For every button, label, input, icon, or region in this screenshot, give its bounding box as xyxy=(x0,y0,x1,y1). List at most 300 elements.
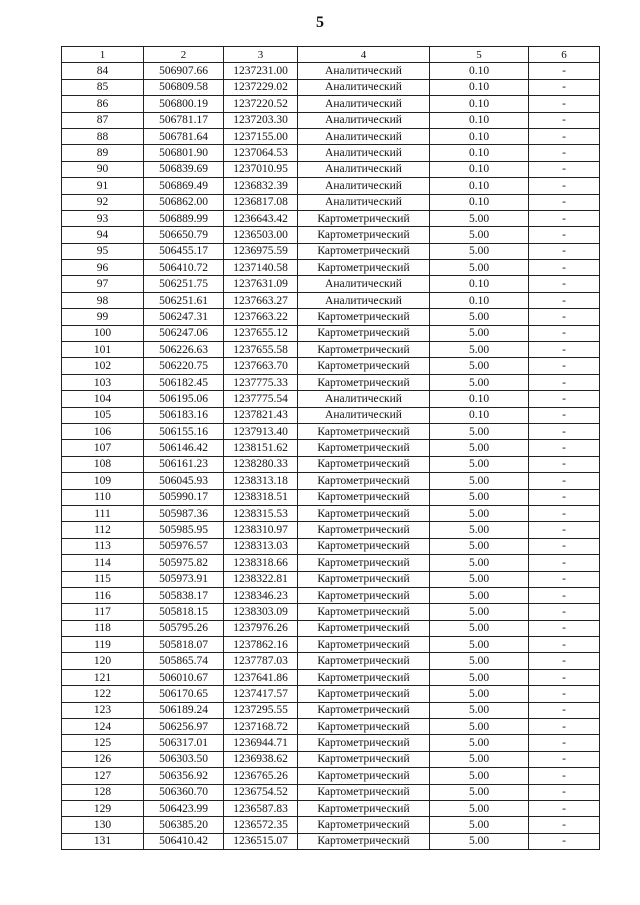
point-number-cell: 89 xyxy=(62,145,144,161)
table-row xyxy=(62,800,600,816)
x-coordinate-cell: 506182.45 xyxy=(144,374,224,390)
accuracy-cell: 5.00 xyxy=(430,686,529,702)
method-cell: Картометрический xyxy=(298,653,430,669)
accuracy-cell: 5.00 xyxy=(430,587,529,603)
note-cell: - xyxy=(529,391,600,407)
point-number-cell: 88 xyxy=(62,128,144,144)
accuracy-cell: 5.00 xyxy=(430,817,529,833)
point-number-cell: 104 xyxy=(62,391,144,407)
y-coordinate-cell: 1236832.39 xyxy=(224,178,298,194)
table-row xyxy=(62,571,600,587)
x-coordinate-cell: 505795.26 xyxy=(144,620,224,636)
method-cell: Картометрический xyxy=(298,620,430,636)
x-coordinate-cell: 505973.91 xyxy=(144,571,224,587)
table-row xyxy=(62,784,600,800)
y-coordinate-cell: 1237775.33 xyxy=(224,374,298,390)
point-number-cell: 86 xyxy=(62,96,144,112)
table-row xyxy=(62,669,600,685)
x-coordinate-cell: 506303.50 xyxy=(144,751,224,767)
table-row xyxy=(62,96,600,112)
method-cell: Картометрический xyxy=(298,358,430,374)
method-cell: Картометрический xyxy=(298,342,430,358)
y-coordinate-cell: 1237775.54 xyxy=(224,391,298,407)
x-coordinate-cell: 506146.42 xyxy=(144,440,224,456)
x-coordinate-cell: 506317.01 xyxy=(144,735,224,751)
y-coordinate-cell: 1236587.83 xyxy=(224,800,298,816)
method-cell: Картометрический xyxy=(298,555,430,571)
table-row xyxy=(62,79,600,95)
point-number-cell: 99 xyxy=(62,309,144,325)
y-coordinate-cell: 1237203.30 xyxy=(224,112,298,128)
x-coordinate-cell: 506385.20 xyxy=(144,817,224,833)
method-cell: Картометрический xyxy=(298,604,430,620)
accuracy-cell: 0.10 xyxy=(430,128,529,144)
x-coordinate-cell: 506781.64 xyxy=(144,128,224,144)
method-cell: Аналитический xyxy=(298,96,430,112)
point-number-cell: 107 xyxy=(62,440,144,456)
accuracy-cell: 5.00 xyxy=(430,374,529,390)
x-coordinate-cell: 505818.07 xyxy=(144,637,224,653)
method-cell: Аналитический xyxy=(298,145,430,161)
x-coordinate-cell: 505818.15 xyxy=(144,604,224,620)
note-cell: - xyxy=(529,423,600,439)
note-cell: - xyxy=(529,555,600,571)
note-cell: - xyxy=(529,637,600,653)
accuracy-cell: 5.00 xyxy=(430,702,529,718)
point-number-cell: 128 xyxy=(62,784,144,800)
table-row xyxy=(62,489,600,505)
method-cell: Картометрический xyxy=(298,456,430,472)
y-coordinate-cell: 1237064.53 xyxy=(224,145,298,161)
point-number-cell: 92 xyxy=(62,194,144,210)
table-row xyxy=(62,751,600,767)
x-coordinate-cell: 505990.17 xyxy=(144,489,224,505)
accuracy-cell: 5.00 xyxy=(430,227,529,243)
point-number-cell: 95 xyxy=(62,243,144,259)
y-coordinate-cell: 1238310.97 xyxy=(224,522,298,538)
note-cell: - xyxy=(529,489,600,505)
x-coordinate-cell: 506455.17 xyxy=(144,243,224,259)
point-number-cell: 108 xyxy=(62,456,144,472)
accuracy-cell: 5.00 xyxy=(430,342,529,358)
header-row xyxy=(62,47,600,63)
note-cell: - xyxy=(529,96,600,112)
y-coordinate-cell: 1237663.27 xyxy=(224,292,298,308)
accuracy-cell: 0.10 xyxy=(430,178,529,194)
x-coordinate-cell: 506423.99 xyxy=(144,800,224,816)
point-number-cell: 102 xyxy=(62,358,144,374)
table-header xyxy=(62,47,600,63)
x-coordinate-cell: 506220.75 xyxy=(144,358,224,374)
x-coordinate-cell: 506161.23 xyxy=(144,456,224,472)
accuracy-cell: 5.00 xyxy=(430,473,529,489)
table-row xyxy=(62,128,600,144)
accuracy-cell: 0.10 xyxy=(430,194,529,210)
point-number-cell: 129 xyxy=(62,800,144,816)
note-cell: - xyxy=(529,833,600,849)
note-cell: - xyxy=(529,702,600,718)
point-number-cell: 115 xyxy=(62,571,144,587)
table-row xyxy=(62,194,600,210)
accuracy-cell: 5.00 xyxy=(430,538,529,554)
x-coordinate-cell: 506247.31 xyxy=(144,309,224,325)
accuracy-cell: 5.00 xyxy=(430,800,529,816)
accuracy-cell: 5.00 xyxy=(430,768,529,784)
accuracy-cell: 5.00 xyxy=(430,522,529,538)
table-row xyxy=(62,112,600,128)
note-cell: - xyxy=(529,751,600,767)
y-coordinate-cell: 1238318.66 xyxy=(224,555,298,571)
table-row xyxy=(62,391,600,407)
accuracy-cell: 5.00 xyxy=(430,669,529,685)
note-cell: - xyxy=(529,145,600,161)
accuracy-cell: 5.00 xyxy=(430,833,529,849)
y-coordinate-cell: 1237913.40 xyxy=(224,423,298,439)
accuracy-cell: 0.10 xyxy=(430,407,529,423)
method-cell: Картометрический xyxy=(298,784,430,800)
point-number-cell: 118 xyxy=(62,620,144,636)
page-number: 5 xyxy=(316,14,324,31)
method-cell: Картометрический xyxy=(298,702,430,718)
point-number-cell: 105 xyxy=(62,407,144,423)
y-coordinate-cell: 1238151.62 xyxy=(224,440,298,456)
method-cell: Картометрический xyxy=(298,768,430,784)
method-cell: Картометрический xyxy=(298,210,430,226)
y-coordinate-cell: 1237168.72 xyxy=(224,719,298,735)
x-coordinate-cell: 506781.17 xyxy=(144,112,224,128)
x-coordinate-cell: 506155.16 xyxy=(144,423,224,439)
point-number-cell: 84 xyxy=(62,63,144,79)
point-number-cell: 116 xyxy=(62,587,144,603)
accuracy-cell: 5.00 xyxy=(430,489,529,505)
accuracy-cell: 5.00 xyxy=(430,309,529,325)
point-number-cell: 109 xyxy=(62,473,144,489)
note-cell: - xyxy=(529,161,600,177)
y-coordinate-cell: 1237231.00 xyxy=(224,63,298,79)
method-cell: Картометрический xyxy=(298,538,430,554)
note-cell: - xyxy=(529,309,600,325)
note-cell: - xyxy=(529,538,600,554)
note-cell: - xyxy=(529,178,600,194)
note-cell: - xyxy=(529,817,600,833)
x-coordinate-cell: 506251.61 xyxy=(144,292,224,308)
accuracy-cell: 5.00 xyxy=(430,653,529,669)
x-coordinate-cell: 506360.70 xyxy=(144,784,224,800)
method-cell: Картометрический xyxy=(298,571,430,587)
method-cell: Аналитический xyxy=(298,63,430,79)
point-number-cell: 111 xyxy=(62,505,144,521)
x-coordinate-cell: 506650.79 xyxy=(144,227,224,243)
method-cell: Аналитический xyxy=(298,178,430,194)
method-cell: Картометрический xyxy=(298,260,430,276)
table-row xyxy=(62,440,600,456)
method-cell: Аналитический xyxy=(298,407,430,423)
table-row xyxy=(62,686,600,702)
method-cell: Аналитический xyxy=(298,391,430,407)
table-row xyxy=(62,342,600,358)
note-cell: - xyxy=(529,407,600,423)
table-row xyxy=(62,620,600,636)
y-coordinate-cell: 1236515.07 xyxy=(224,833,298,849)
note-cell: - xyxy=(529,112,600,128)
accuracy-cell: 0.10 xyxy=(430,391,529,407)
y-coordinate-cell: 1238313.03 xyxy=(224,538,298,554)
note-cell: - xyxy=(529,63,600,79)
accuracy-cell: 0.10 xyxy=(430,292,529,308)
y-coordinate-cell: 1237155.00 xyxy=(224,128,298,144)
point-number-cell: 91 xyxy=(62,178,144,194)
note-cell: - xyxy=(529,276,600,292)
x-coordinate-cell: 506195.06 xyxy=(144,391,224,407)
method-cell: Аналитический xyxy=(298,79,430,95)
table-row xyxy=(62,587,600,603)
accuracy-cell: 5.00 xyxy=(430,620,529,636)
x-coordinate-cell: 506247.06 xyxy=(144,325,224,341)
point-number-cell: 85 xyxy=(62,79,144,95)
y-coordinate-cell: 1237976.26 xyxy=(224,620,298,636)
note-cell: - xyxy=(529,800,600,816)
point-number-cell: 98 xyxy=(62,292,144,308)
method-cell: Аналитический xyxy=(298,194,430,210)
table-row xyxy=(62,833,600,849)
method-cell: Картометрический xyxy=(298,522,430,538)
point-number-cell: 125 xyxy=(62,735,144,751)
point-number-cell: 124 xyxy=(62,719,144,735)
y-coordinate-cell: 1237295.55 xyxy=(224,702,298,718)
method-cell: Картометрический xyxy=(298,473,430,489)
accuracy-cell: 5.00 xyxy=(430,604,529,620)
note-cell: - xyxy=(529,587,600,603)
method-cell: Картометрический xyxy=(298,751,430,767)
note-cell: - xyxy=(529,719,600,735)
y-coordinate-cell: 1238322.81 xyxy=(224,571,298,587)
point-number-cell: 100 xyxy=(62,325,144,341)
table-row xyxy=(62,325,600,341)
x-coordinate-cell: 506889.99 xyxy=(144,210,224,226)
table-row xyxy=(62,653,600,669)
x-coordinate-cell: 505985.95 xyxy=(144,522,224,538)
y-coordinate-cell: 1237631.09 xyxy=(224,276,298,292)
method-cell: Аналитический xyxy=(298,161,430,177)
table-row xyxy=(62,276,600,292)
table-row xyxy=(62,178,600,194)
note-cell: - xyxy=(529,243,600,259)
accuracy-cell: 5.00 xyxy=(430,456,529,472)
y-coordinate-cell: 1236975.59 xyxy=(224,243,298,259)
note-cell: - xyxy=(529,768,600,784)
coordinates-table xyxy=(61,46,600,850)
point-number-cell: 121 xyxy=(62,669,144,685)
method-cell: Картометрический xyxy=(298,719,430,735)
x-coordinate-cell: 505838.17 xyxy=(144,587,224,603)
note-cell: - xyxy=(529,735,600,751)
table-row xyxy=(62,735,600,751)
point-number-cell: 126 xyxy=(62,751,144,767)
method-cell: Картометрический xyxy=(298,735,430,751)
point-number-cell: 103 xyxy=(62,374,144,390)
accuracy-cell: 5.00 xyxy=(430,440,529,456)
accuracy-cell: 5.00 xyxy=(430,423,529,439)
column-header-1: 1 xyxy=(62,47,144,63)
y-coordinate-cell: 1237229.02 xyxy=(224,79,298,95)
point-number-cell: 87 xyxy=(62,112,144,128)
method-cell: Картометрический xyxy=(298,800,430,816)
y-coordinate-cell: 1236754.52 xyxy=(224,784,298,800)
y-coordinate-cell: 1237655.12 xyxy=(224,325,298,341)
y-coordinate-cell: 1237663.70 xyxy=(224,358,298,374)
table-row xyxy=(62,260,600,276)
method-cell: Картометрический xyxy=(298,637,430,653)
x-coordinate-cell: 506251.75 xyxy=(144,276,224,292)
y-coordinate-cell: 1237641.86 xyxy=(224,669,298,685)
method-cell: Картометрический xyxy=(298,423,430,439)
x-coordinate-cell: 506809.58 xyxy=(144,79,224,95)
x-coordinate-cell: 506256.97 xyxy=(144,719,224,735)
note-cell: - xyxy=(529,342,600,358)
table-body xyxy=(62,63,600,850)
method-cell: Картометрический xyxy=(298,309,430,325)
column-header-2: 2 xyxy=(144,47,224,63)
y-coordinate-cell: 1236503.00 xyxy=(224,227,298,243)
y-coordinate-cell: 1238280.33 xyxy=(224,456,298,472)
table-row xyxy=(62,719,600,735)
y-coordinate-cell: 1237862.16 xyxy=(224,637,298,653)
y-coordinate-cell: 1236817.08 xyxy=(224,194,298,210)
method-cell: Картометрический xyxy=(298,587,430,603)
table-row xyxy=(62,473,600,489)
y-coordinate-cell: 1237787.03 xyxy=(224,653,298,669)
y-coordinate-cell: 1237220.52 xyxy=(224,96,298,112)
accuracy-cell: 5.00 xyxy=(430,505,529,521)
table-row xyxy=(62,358,600,374)
table-row xyxy=(62,456,600,472)
table-row xyxy=(62,768,600,784)
table-row xyxy=(62,145,600,161)
point-number-cell: 101 xyxy=(62,342,144,358)
note-cell: - xyxy=(529,79,600,95)
accuracy-cell: 5.00 xyxy=(430,555,529,571)
accuracy-cell: 5.00 xyxy=(430,243,529,259)
accuracy-cell: 5.00 xyxy=(430,751,529,767)
note-cell: - xyxy=(529,571,600,587)
point-number-cell: 112 xyxy=(62,522,144,538)
y-coordinate-cell: 1238303.09 xyxy=(224,604,298,620)
y-coordinate-cell: 1237010.95 xyxy=(224,161,298,177)
x-coordinate-cell: 505865.74 xyxy=(144,653,224,669)
table-row xyxy=(62,407,600,423)
x-coordinate-cell: 506410.72 xyxy=(144,260,224,276)
method-cell: Картометрический xyxy=(298,227,430,243)
x-coordinate-cell: 506801.90 xyxy=(144,145,224,161)
method-cell: Картометрический xyxy=(298,374,430,390)
y-coordinate-cell: 1237140.58 xyxy=(224,260,298,276)
note-cell: - xyxy=(529,260,600,276)
note-cell: - xyxy=(529,325,600,341)
y-coordinate-cell: 1237663.22 xyxy=(224,309,298,325)
table-row xyxy=(62,817,600,833)
x-coordinate-cell: 506410.42 xyxy=(144,833,224,849)
table-row xyxy=(62,374,600,390)
x-coordinate-cell: 506183.16 xyxy=(144,407,224,423)
y-coordinate-cell: 1237655.58 xyxy=(224,342,298,358)
note-cell: - xyxy=(529,456,600,472)
note-cell: - xyxy=(529,292,600,308)
method-cell: Картометрический xyxy=(298,243,430,259)
y-coordinate-cell: 1236572.35 xyxy=(224,817,298,833)
table-row xyxy=(62,522,600,538)
point-number-cell: 130 xyxy=(62,817,144,833)
point-number-cell: 90 xyxy=(62,161,144,177)
note-cell: - xyxy=(529,128,600,144)
note-cell: - xyxy=(529,210,600,226)
note-cell: - xyxy=(529,194,600,210)
table-row xyxy=(62,292,600,308)
point-number-cell: 127 xyxy=(62,768,144,784)
table-row xyxy=(62,227,600,243)
point-number-cell: 117 xyxy=(62,604,144,620)
table-row xyxy=(62,243,600,259)
table-row xyxy=(62,702,600,718)
method-cell: Картометрический xyxy=(298,325,430,341)
point-number-cell: 119 xyxy=(62,637,144,653)
note-cell: - xyxy=(529,374,600,390)
x-coordinate-cell: 506907.66 xyxy=(144,63,224,79)
x-coordinate-cell: 505976.57 xyxy=(144,538,224,554)
y-coordinate-cell: 1238315.53 xyxy=(224,505,298,521)
x-coordinate-cell: 506356.92 xyxy=(144,768,224,784)
table-row xyxy=(62,555,600,571)
y-coordinate-cell: 1236944.71 xyxy=(224,735,298,751)
y-coordinate-cell: 1238346.23 xyxy=(224,587,298,603)
point-number-cell: 122 xyxy=(62,686,144,702)
note-cell: - xyxy=(529,505,600,521)
x-coordinate-cell: 506862.00 xyxy=(144,194,224,210)
accuracy-cell: 5.00 xyxy=(430,637,529,653)
point-number-cell: 120 xyxy=(62,653,144,669)
table-row xyxy=(62,210,600,226)
accuracy-cell: 5.00 xyxy=(430,325,529,341)
accuracy-cell: 0.10 xyxy=(430,96,529,112)
accuracy-cell: 5.00 xyxy=(430,784,529,800)
column-header-4: 4 xyxy=(298,47,430,63)
note-cell: - xyxy=(529,522,600,538)
method-cell: Картометрический xyxy=(298,489,430,505)
method-cell: Картометрический xyxy=(298,686,430,702)
note-cell: - xyxy=(529,473,600,489)
x-coordinate-cell: 506045.93 xyxy=(144,473,224,489)
note-cell: - xyxy=(529,669,600,685)
x-coordinate-cell: 506010.67 xyxy=(144,669,224,685)
method-cell: Картометрический xyxy=(298,817,430,833)
accuracy-cell: 0.10 xyxy=(430,161,529,177)
table-row xyxy=(62,604,600,620)
column-header-3: 3 xyxy=(224,47,298,63)
table-row xyxy=(62,63,600,79)
x-coordinate-cell: 506170.65 xyxy=(144,686,224,702)
point-number-cell: 114 xyxy=(62,555,144,571)
column-header-6: 6 xyxy=(529,47,600,63)
note-cell: - xyxy=(529,620,600,636)
note-cell: - xyxy=(529,653,600,669)
note-cell: - xyxy=(529,358,600,374)
accuracy-cell: 5.00 xyxy=(430,260,529,276)
method-cell: Картометрический xyxy=(298,669,430,685)
point-number-cell: 94 xyxy=(62,227,144,243)
method-cell: Картометрический xyxy=(298,505,430,521)
table-row xyxy=(62,423,600,439)
accuracy-cell: 0.10 xyxy=(430,112,529,128)
table-row xyxy=(62,309,600,325)
